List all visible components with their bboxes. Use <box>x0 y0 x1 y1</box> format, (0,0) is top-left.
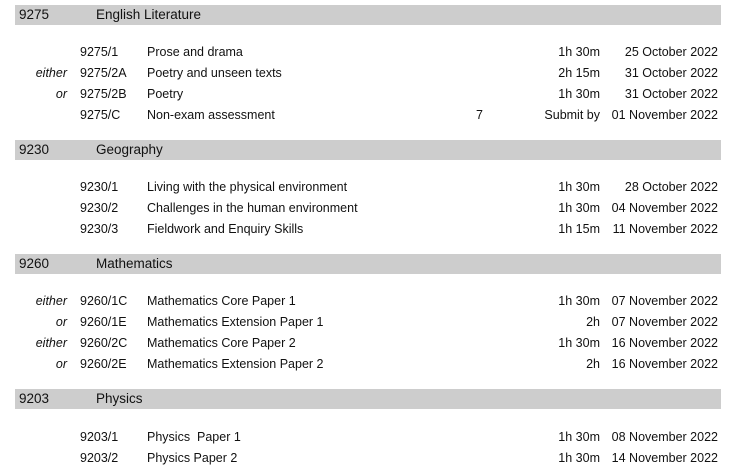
paper-date: 28 October 2022 <box>624 180 718 194</box>
paper-date: 14 November 2022 <box>611 451 718 465</box>
paper-qualifier: either <box>35 336 67 350</box>
paper-duration: 2h <box>586 357 600 371</box>
paper-row <box>0 333 743 353</box>
paper-title: Poetry and unseen texts <box>147 66 282 80</box>
paper-code: 9275/2A <box>80 66 127 80</box>
paper-duration: 1h 30m <box>558 45 600 59</box>
paper-code: 9230/2 <box>80 201 119 215</box>
paper-date: 04 November 2022 <box>611 201 718 215</box>
subject-header <box>15 389 721 409</box>
paper-row <box>0 427 743 447</box>
paper-code: 9275/1 <box>80 45 119 59</box>
paper-qualifier: or <box>55 87 67 101</box>
subject-code: 9275 <box>19 7 50 22</box>
subject-title: English Literature <box>96 7 202 22</box>
paper-date: 31 October 2022 <box>624 87 718 101</box>
paper-date: 01 November 2022 <box>611 108 718 122</box>
subject-title: Physics <box>96 391 143 406</box>
paper-duration: 1h 30m <box>558 180 600 194</box>
paper-qualifier: or <box>55 357 67 371</box>
paper-date: 16 November 2022 <box>611 357 718 371</box>
subject-code: 9260 <box>19 256 50 271</box>
paper-code: 9260/1E <box>80 315 127 329</box>
paper-row <box>0 198 743 218</box>
paper-qualifier: either <box>35 66 67 80</box>
subject-code: 9203 <box>19 391 50 406</box>
paper-qualifier: or <box>55 315 67 329</box>
paper-title: Challenges in the human environment <box>147 201 358 215</box>
paper-duration: 1h 30m <box>558 451 600 465</box>
paper-row <box>0 63 743 83</box>
paper-code: 9260/2E <box>80 357 127 371</box>
paper-title: Living with the physical environment <box>147 180 348 194</box>
paper-date: 25 October 2022 <box>624 45 718 59</box>
paper-date: 16 November 2022 <box>611 336 718 350</box>
paper-row <box>0 105 743 125</box>
paper-title: Poetry <box>147 87 184 101</box>
paper-code: 9260/2C <box>80 336 128 350</box>
paper-date: 11 November 2022 <box>612 222 718 236</box>
subject-header <box>15 254 721 274</box>
paper-title: Fieldwork and Enquiry Skills <box>147 222 304 236</box>
paper-row <box>0 448 743 468</box>
paper-title: Prose and drama <box>147 45 243 59</box>
paper-date: 08 November 2022 <box>611 430 718 444</box>
paper-extra: 7 <box>476 108 483 122</box>
paper-row <box>0 42 743 62</box>
paper-row <box>0 177 743 197</box>
paper-title: Physics Paper 2 <box>147 451 238 465</box>
paper-duration: 1h 15m <box>558 222 600 236</box>
paper-title: Physics Paper 1 <box>147 430 241 444</box>
paper-duration: 2h 15m <box>558 66 600 80</box>
paper-row <box>0 219 743 239</box>
paper-row <box>0 354 743 374</box>
paper-row <box>0 312 743 332</box>
paper-title: Mathematics Core Paper 1 <box>147 294 296 308</box>
paper-code: 9275/2B <box>80 87 127 101</box>
subject-code: 9230 <box>19 142 50 157</box>
paper-duration: 1h 30m <box>558 294 600 308</box>
subject-header <box>15 5 721 25</box>
paper-title: Mathematics Extension Paper 1 <box>147 315 324 329</box>
subject-title: Mathematics <box>96 256 173 271</box>
subject-title: Geography <box>96 142 163 157</box>
paper-date: 31 October 2022 <box>624 66 718 80</box>
paper-title: Mathematics Extension Paper 2 <box>147 357 324 371</box>
paper-code: 9203/1 <box>80 430 119 444</box>
paper-date: 07 November 2022 <box>611 315 718 329</box>
paper-date: 07 November 2022 <box>611 294 718 308</box>
paper-duration: 1h 30m <box>558 336 600 350</box>
paper-code: 9203/2 <box>80 451 119 465</box>
paper-duration: Submit by <box>544 108 600 122</box>
paper-duration: 1h 30m <box>558 201 600 215</box>
paper-title: Mathematics Core Paper 2 <box>147 336 296 350</box>
paper-row <box>0 84 743 104</box>
subject-header <box>15 140 721 160</box>
paper-code: 9260/1C <box>80 294 128 308</box>
paper-title: Non-exam assessment <box>147 108 275 122</box>
paper-duration: 1h 30m <box>558 87 600 101</box>
paper-duration: 1h 30m <box>558 430 600 444</box>
paper-code: 9230/1 <box>80 180 119 194</box>
paper-qualifier: either <box>35 294 67 308</box>
paper-code: 9230/3 <box>80 222 119 236</box>
paper-duration: 2h <box>586 315 600 329</box>
paper-code: 9275/C <box>80 108 121 122</box>
paper-row <box>0 291 743 311</box>
